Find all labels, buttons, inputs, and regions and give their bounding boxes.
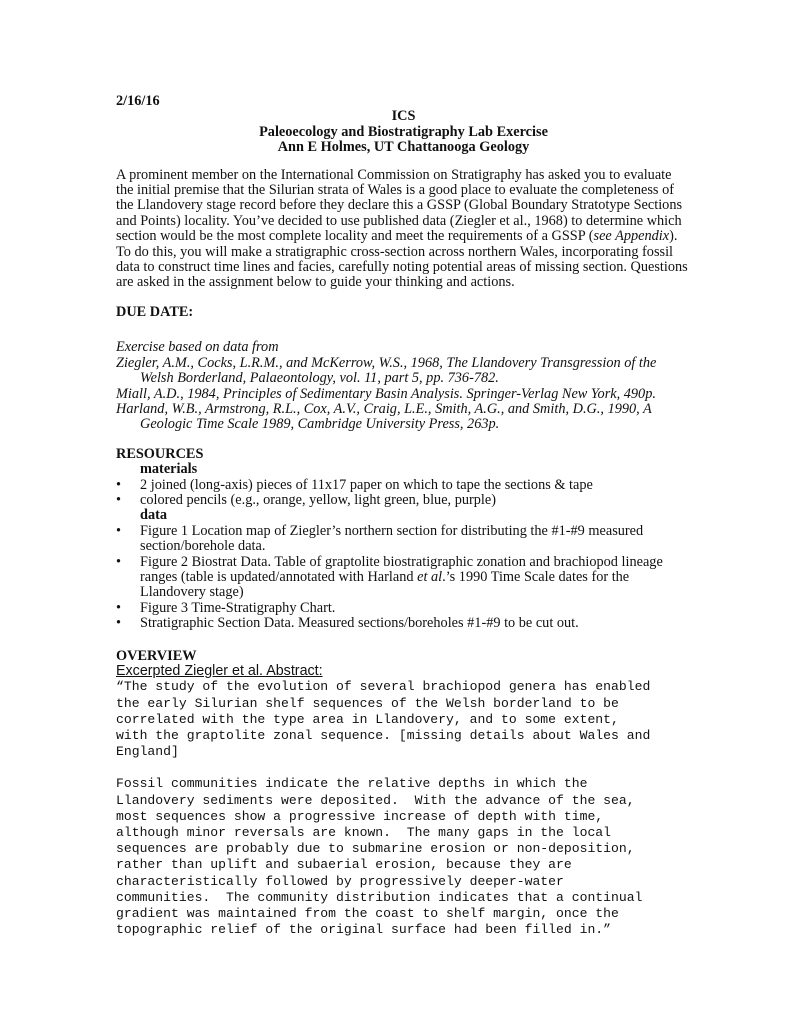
overview-section: [116, 649, 691, 939]
abstract-line: England]: [116, 744, 179, 760]
document-date: 2/16/16: [116, 93, 160, 109]
data-item-italic: et al: [417, 568, 443, 585]
data-item: • Figure 1 Location map of Ziegler’s northern section for distributing the #1-#9 measured section/borehole data.: [116, 524, 691, 555]
reference-item: Miall, A.D., 1984, Principles of Sedimentary Basin Analysis. Springer-Verlag New York, 490p.: [116, 385, 656, 402]
materials-heading: materials: [140, 461, 198, 478]
data-item: [116, 555, 691, 601]
abstract-line: communities. The community distribution indicates that a continual: [116, 889, 643, 905]
reference-item: Ziegler, A.M., Cocks, L.R.M., and McKerrow, W.S., 1968, The Llandovery Transgression of the Welsh Borderland, Palaeontology, vol. 11, part 5, pp. 736-782.: [116, 354, 657, 387]
reference-item: Harland, W.B., Armstrong, R.L., Cox, A.V., Craig, L.E., Smith, A.G., and Smith, D.G., 1990, A Geologic Time Scale 1989, Cambridge University Press, 263p.: [116, 400, 652, 433]
references: [116, 340, 691, 432]
references-lead: Exercise based on data from: [116, 339, 279, 356]
abstract-line: most sequences show a progressive increase of depth with time,: [116, 808, 604, 824]
intro-text-end: ). To do this, you will make a stratigraphic cross-section across northern Wales, incorporating fossil data to construct time lines and facies, carefully noting potential areas of missing section. Questions are asked in the assignment below to guide your thinking and actions.: [116, 228, 688, 291]
abstract-paragraph-2: [116, 776, 691, 938]
abstract-line: Fossil communities indicate the relative depths in which the: [116, 776, 588, 792]
document-page: [116, 94, 691, 938]
data-item: • Figure 3 Time-Stratigraphy Chart.: [116, 601, 691, 616]
data-heading: data: [140, 507, 168, 524]
resources-section: [116, 447, 691, 632]
abstract-line: although minor reversals are known. The many gaps in the local: [116, 825, 612, 841]
abstract-line: Llandovery sediments were deposited. With the advance of the sea,: [116, 792, 635, 808]
org-heading: ICS: [391, 108, 416, 125]
materials-list: [116, 478, 691, 509]
resources-heading: RESOURCES: [116, 445, 204, 462]
abstract-title: Excerpted Ziegler et al. Abstract:: [116, 663, 323, 679]
materials-item: • colored pencils (e.g., orange, yellow, light green, blue, purple): [116, 493, 691, 508]
due-date-heading: DUE DATE:: [116, 303, 194, 320]
materials-item: • 2 joined (long-axis) pieces of 11x17 paper on which to tape the sections & tape: [116, 478, 691, 493]
abstract-line: rather than uplift and subaerial erosion, because they are: [116, 857, 572, 873]
intro-paragraph: [116, 168, 691, 291]
abstract-line: with the graptolite zonal sequence. [missing details about Wales and: [116, 728, 651, 744]
abstract-line: the early Silurian shelf sequences of the Welsh borderland to be: [116, 695, 619, 711]
abstract-line: topographic relief of the original surface had been filled in.”: [116, 922, 612, 938]
intro-text-start: A prominent member on the International Commission on Stratigraphy has asked you to evaluate the initial premise that the Silurian strata of Wales is a good place to evaluate the completeness of the Llandovery stage record before they declare this a GSSP (Global Boundary Stratotype Sections and Points) locality. You’ve decided to use published data (Ziegler et al., 1968) to determine which section would be the most complete locality and meet the requirements of a GSSP (: [116, 166, 683, 245]
abstract-line: characteristically followed by progressively deeper-water: [116, 873, 564, 889]
abstract-line: sequences are probably due to submarine erosion or non-deposition,: [116, 841, 635, 857]
data-item-tail: .’s 1990 Time Scale dates for the Llandovery stage): [140, 568, 630, 601]
abstract-line: “The study of the evolution of several brachiopod genera has enabled: [116, 679, 651, 695]
intro-appendix-reference: see Appendix: [593, 228, 670, 245]
abstract-line: correlated with the type area in Llandovery, and to some extent,: [116, 711, 619, 727]
abstract-line: gradient was maintained from the coast to shelf margin, once the: [116, 906, 619, 922]
abstract-paragraph-1: [116, 679, 691, 760]
data-item: • Stratigraphic Section Data. Measured sections/boreholes #1-#9 to be cut out.: [116, 616, 691, 631]
document-author: Ann E Holmes, UT Chattanooga Geology: [277, 139, 530, 156]
data-item-text: Figure 2 Biostrat Data. Table of graptolite biostratigraphic zonation and brachiopod lineage ranges (table is updated/annotated with Harland: [140, 553, 663, 585]
overview-heading: OVERVIEW: [116, 647, 197, 664]
data-list: [116, 524, 691, 632]
paragraph-gap: [116, 760, 691, 776]
document-title: Paleoecology and Biostratigraphy Lab Exercise: [259, 123, 548, 140]
